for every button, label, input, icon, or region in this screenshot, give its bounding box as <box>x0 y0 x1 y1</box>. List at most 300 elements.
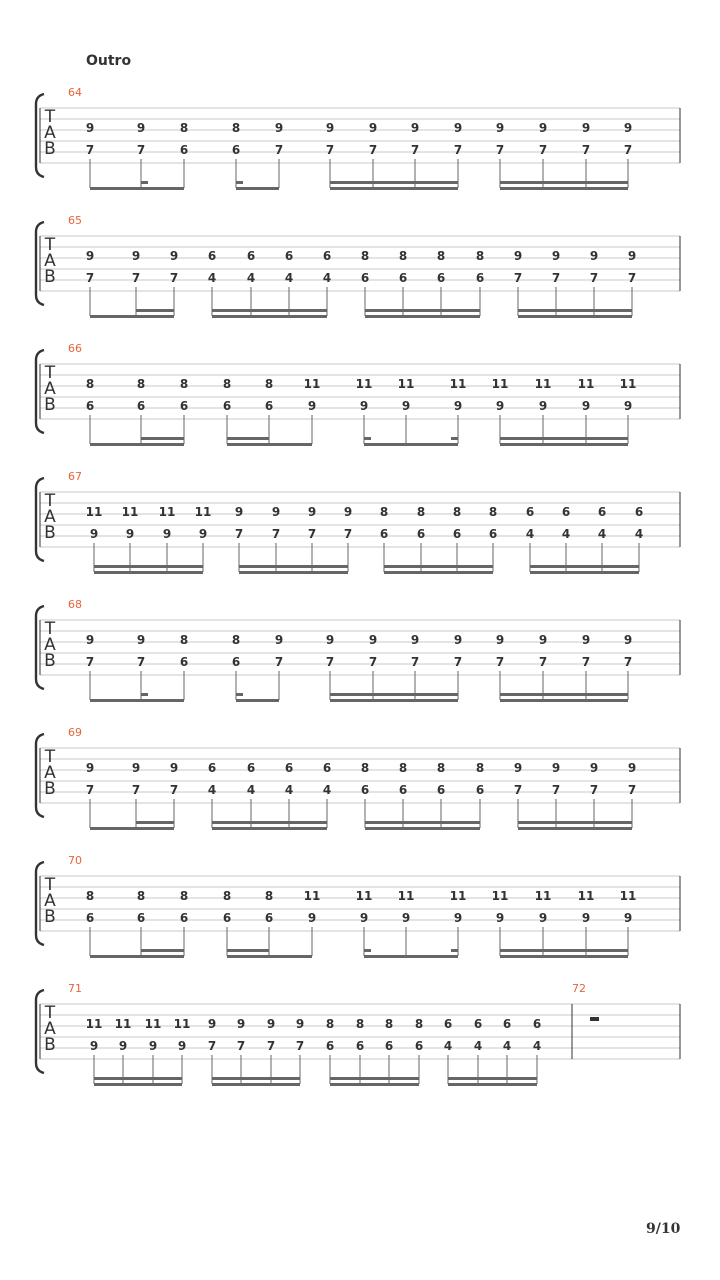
beam <box>136 827 174 830</box>
fret-number-lower: 7 <box>307 527 317 541</box>
fret-number-lower: 4 <box>443 1039 453 1053</box>
beam <box>94 1083 182 1086</box>
fret-number-upper: 9 <box>325 121 335 135</box>
bar-number: 66 <box>68 342 82 355</box>
beam <box>212 1083 300 1086</box>
fret-number-upper: 9 <box>627 761 637 775</box>
beam-secondary <box>141 181 148 184</box>
fret-number-lower: 9 <box>89 527 99 541</box>
fret-number-upper: 9 <box>85 633 95 647</box>
fret-number-lower: 4 <box>597 527 607 541</box>
fret-number-lower: 6 <box>488 527 498 541</box>
beam-secondary <box>330 181 458 184</box>
fret-number-upper: 11 <box>303 377 321 391</box>
fret-number-lower: 7 <box>85 143 95 157</box>
fret-number-upper: 8 <box>384 1017 394 1031</box>
fret-number-lower: 9 <box>162 527 172 541</box>
fret-number-lower: 6 <box>136 399 146 413</box>
bar-number: 72 <box>572 982 586 995</box>
fret-number-lower: 6 <box>360 271 370 285</box>
fret-number-upper: 8 <box>85 889 95 903</box>
beam-secondary <box>136 821 174 824</box>
fret-number-lower: 9 <box>623 399 633 413</box>
fret-number-upper: 8 <box>231 121 241 135</box>
fret-number-upper: 8 <box>436 761 446 775</box>
beam <box>141 443 184 446</box>
tab-clef-letter: T <box>44 107 56 127</box>
beam <box>227 443 269 446</box>
whole-rest <box>590 1017 599 1021</box>
tab-clef-letter: T <box>44 491 56 511</box>
fret-number-upper: 11 <box>397 889 415 903</box>
fret-number-upper: 9 <box>623 121 633 135</box>
tab-clef-letter: A <box>44 635 56 655</box>
fret-number-lower: 9 <box>453 911 463 925</box>
tab-clef-letter: T <box>44 747 56 767</box>
fret-number-lower: 9 <box>148 1039 158 1053</box>
fret-number-upper: 6 <box>561 505 571 519</box>
beam-secondary <box>227 437 269 440</box>
fret-number-upper: 9 <box>538 121 548 135</box>
fret-number-upper: 8 <box>325 1017 335 1031</box>
beam <box>90 187 184 190</box>
fret-number-lower: 9 <box>538 911 548 925</box>
beam-secondary <box>448 1077 537 1080</box>
beam <box>500 443 628 446</box>
fret-number-lower: 7 <box>581 143 591 157</box>
fret-number-lower: 6 <box>475 271 485 285</box>
fret-number-lower: 7 <box>325 143 335 157</box>
fret-number-upper: 6 <box>322 761 332 775</box>
beam <box>364 955 458 958</box>
fret-number-lower: 7 <box>169 271 179 285</box>
fret-number-upper: 9 <box>307 505 317 519</box>
beam-secondary <box>236 693 243 696</box>
fret-number-upper: 9 <box>453 633 463 647</box>
fret-number-lower: 6 <box>436 783 446 797</box>
beam-secondary <box>518 309 632 312</box>
fret-number-upper: 9 <box>581 633 591 647</box>
fret-number-lower: 6 <box>85 399 95 413</box>
fret-number-lower: 6 <box>379 527 389 541</box>
fret-number-upper: 11 <box>144 1017 162 1031</box>
fret-number-upper: 11 <box>173 1017 191 1031</box>
fret-number-upper: 11 <box>121 505 139 519</box>
fret-number-upper: 11 <box>577 889 595 903</box>
tab-clef-letter: A <box>44 891 56 911</box>
beam-secondary <box>141 949 184 952</box>
fret-number-lower: 7 <box>274 655 284 669</box>
beam <box>94 571 203 574</box>
bar-number: 64 <box>68 86 82 99</box>
fret-number-lower: 4 <box>322 271 332 285</box>
tab-clef-letter: T <box>44 1003 56 1023</box>
fret-number-lower: 7 <box>343 527 353 541</box>
fret-number-upper: 9 <box>85 121 95 135</box>
fret-number-lower: 9 <box>401 911 411 925</box>
beam-secondary <box>94 1077 182 1080</box>
fret-number-lower: 9 <box>307 911 317 925</box>
tab-clef-letter: B <box>44 651 56 671</box>
tab-clef-letter: T <box>44 235 56 255</box>
fret-number-lower: 7 <box>169 783 179 797</box>
fret-number-lower: 7 <box>85 271 95 285</box>
fret-number-lower: 4 <box>207 783 217 797</box>
beam <box>500 699 628 702</box>
beam <box>136 315 174 318</box>
beam <box>500 187 628 190</box>
beam <box>90 699 184 702</box>
beam-secondary <box>136 309 174 312</box>
fret-number-upper: 8 <box>264 377 274 391</box>
fret-number-upper: 8 <box>222 377 232 391</box>
beam-secondary <box>365 821 480 824</box>
tab-clef-letter: A <box>44 1019 56 1039</box>
fret-number-lower: 7 <box>495 655 505 669</box>
fret-number-upper: 8 <box>360 761 370 775</box>
fret-number-upper: 6 <box>207 761 217 775</box>
fret-number-upper: 9 <box>368 121 378 135</box>
fret-number-upper: 6 <box>473 1017 483 1031</box>
fret-number-upper: 11 <box>194 505 212 519</box>
fret-number-lower: 7 <box>623 655 633 669</box>
beam-secondary <box>500 437 628 440</box>
bar-number: 70 <box>68 854 82 867</box>
fret-number-lower: 7 <box>589 783 599 797</box>
fret-number-upper: 9 <box>589 761 599 775</box>
beam-secondary <box>212 821 327 824</box>
fret-number-upper: 11 <box>619 889 637 903</box>
fret-number-lower: 4 <box>525 527 535 541</box>
fret-number-upper: 8 <box>179 121 189 135</box>
fret-number-lower: 7 <box>538 143 548 157</box>
fret-number-upper: 8 <box>452 505 462 519</box>
tab-system <box>36 86 680 190</box>
beam <box>365 827 480 830</box>
fret-number-upper: 11 <box>114 1017 132 1031</box>
fret-number-upper: 8 <box>398 249 408 263</box>
fret-number-upper: 8 <box>475 761 485 775</box>
beam <box>518 315 632 318</box>
fret-number-upper: 9 <box>131 249 141 263</box>
tab-clef-letter: B <box>44 523 56 543</box>
tab-clef-letter: A <box>44 123 56 143</box>
fret-number-upper: 9 <box>343 505 353 519</box>
fret-number-lower: 6 <box>398 783 408 797</box>
beam <box>239 571 348 574</box>
beam-secondary <box>212 309 327 312</box>
beam-secondary <box>500 949 628 952</box>
beam-secondary <box>518 821 632 824</box>
fret-number-upper: 11 <box>534 377 552 391</box>
fret-number-lower: 7 <box>131 783 141 797</box>
tab-clef-letter: B <box>44 267 56 287</box>
fret-number-lower: 9 <box>581 911 591 925</box>
fret-number-upper: 9 <box>513 249 523 263</box>
fret-number-upper: 9 <box>271 505 281 519</box>
fret-number-upper: 6 <box>284 761 294 775</box>
fret-number-lower: 6 <box>222 911 232 925</box>
fret-number-upper: 8 <box>264 889 274 903</box>
fret-number-upper: 11 <box>491 889 509 903</box>
beam <box>236 187 279 190</box>
fret-number-upper: 6 <box>597 505 607 519</box>
fret-number-lower: 9 <box>307 399 317 413</box>
tab-clef-letter: B <box>44 395 56 415</box>
fret-number-upper: 9 <box>410 633 420 647</box>
fret-number-upper: 6 <box>246 761 256 775</box>
fret-number-upper: 11 <box>303 889 321 903</box>
beam <box>330 1083 419 1086</box>
fret-number-lower: 6 <box>264 911 274 925</box>
fret-number-lower: 7 <box>589 271 599 285</box>
fret-number-upper: 6 <box>246 249 256 263</box>
fret-number-upper: 9 <box>589 249 599 263</box>
fret-number-lower: 4 <box>246 783 256 797</box>
fret-number-upper: 8 <box>379 505 389 519</box>
fret-number-upper: 9 <box>274 633 284 647</box>
fret-number-lower: 9 <box>118 1039 128 1053</box>
tab-clef-letter: B <box>44 1035 56 1055</box>
fret-number-upper: 9 <box>623 633 633 647</box>
fret-number-lower: 4 <box>207 271 217 285</box>
fret-number-lower: 6 <box>264 399 274 413</box>
tab-clef-letter: B <box>44 779 56 799</box>
fret-number-lower: 4 <box>322 783 332 797</box>
fret-number-lower: 7 <box>136 655 146 669</box>
fret-number-upper: 11 <box>491 377 509 391</box>
fret-number-upper: 6 <box>634 505 644 519</box>
fret-number-upper: 9 <box>85 761 95 775</box>
beam <box>384 571 493 574</box>
fret-number-upper: 11 <box>85 1017 103 1031</box>
tab-system <box>36 726 680 830</box>
tab-clef-letter: B <box>44 907 56 927</box>
beam-secondary <box>451 949 458 952</box>
fret-number-upper: 6 <box>284 249 294 263</box>
fret-number-upper: 9 <box>136 121 146 135</box>
tab-system <box>36 854 680 958</box>
beam <box>330 699 458 702</box>
fret-number-upper: 9 <box>368 633 378 647</box>
beam <box>448 1083 537 1086</box>
fret-number-lower: 4 <box>284 271 294 285</box>
fret-number-upper: 8 <box>85 377 95 391</box>
beam-secondary <box>330 1077 419 1080</box>
fret-number-upper: 8 <box>475 249 485 263</box>
fret-number-lower: 6 <box>222 399 232 413</box>
fret-number-lower: 7 <box>551 271 561 285</box>
fret-number-lower: 4 <box>502 1039 512 1053</box>
tab-clef-letter: T <box>44 363 56 383</box>
fret-number-upper: 11 <box>577 377 595 391</box>
fret-number-lower: 6 <box>416 527 426 541</box>
fret-number-lower: 7 <box>266 1039 276 1053</box>
tab-clef-letter: A <box>44 251 56 271</box>
fret-number-lower: 7 <box>538 655 548 669</box>
tab-system <box>36 598 680 702</box>
fret-number-lower: 6 <box>231 143 241 157</box>
fret-number-lower: 7 <box>623 143 633 157</box>
beam-secondary <box>212 1077 300 1080</box>
fret-number-upper: 9 <box>325 633 335 647</box>
beam-secondary <box>94 565 203 568</box>
fret-number-upper: 9 <box>207 1017 217 1031</box>
fret-number-lower: 4 <box>561 527 571 541</box>
fret-number-upper: 11 <box>397 377 415 391</box>
fret-number-upper: 9 <box>131 761 141 775</box>
fret-number-lower: 9 <box>198 527 208 541</box>
fret-number-lower: 6 <box>179 655 189 669</box>
fret-number-lower: 6 <box>325 1039 335 1053</box>
fret-number-lower: 7 <box>627 783 637 797</box>
fret-number-lower: 7 <box>131 271 141 285</box>
fret-number-lower: 7 <box>136 143 146 157</box>
fret-number-upper: 6 <box>443 1017 453 1031</box>
fret-number-lower: 9 <box>495 399 505 413</box>
fret-number-lower: 7 <box>274 143 284 157</box>
fret-number-upper: 9 <box>453 121 463 135</box>
fret-number-upper: 6 <box>207 249 217 263</box>
beam-secondary <box>141 437 184 440</box>
fret-number-lower: 6 <box>475 783 485 797</box>
tab-clef-letter: A <box>44 379 56 399</box>
fret-number-upper: 8 <box>136 377 146 391</box>
fret-number-upper: 6 <box>322 249 332 263</box>
beam-secondary <box>227 949 269 952</box>
bar-number: 69 <box>68 726 82 739</box>
fret-number-lower: 6 <box>398 271 408 285</box>
fret-number-lower: 7 <box>271 527 281 541</box>
fret-number-lower: 4 <box>473 1039 483 1053</box>
beam-secondary <box>141 693 148 696</box>
fret-number-lower: 4 <box>634 527 644 541</box>
fret-number-upper: 9 <box>581 121 591 135</box>
beam <box>141 955 184 958</box>
fret-number-upper: 8 <box>179 377 189 391</box>
fret-number-upper: 9 <box>538 633 548 647</box>
fret-number-lower: 4 <box>532 1039 542 1053</box>
beam-secondary <box>500 181 628 184</box>
fret-number-lower: 6 <box>452 527 462 541</box>
fret-number-lower: 7 <box>368 655 378 669</box>
fret-number-lower: 7 <box>410 655 420 669</box>
page-number: 9/10 <box>646 1221 681 1237</box>
fret-number-upper: 11 <box>534 889 552 903</box>
fret-number-upper: 8 <box>398 761 408 775</box>
fret-number-upper: 8 <box>355 1017 365 1031</box>
tab-clef-letter: A <box>44 763 56 783</box>
fret-number-upper: 9 <box>169 761 179 775</box>
fret-number-lower: 6 <box>384 1039 394 1053</box>
fret-number-upper: 6 <box>525 505 535 519</box>
fret-number-upper: 8 <box>360 249 370 263</box>
fret-number-lower: 7 <box>410 143 420 157</box>
section-title: Outro <box>86 53 132 69</box>
tab-clef-letter: B <box>44 139 56 159</box>
beam-secondary <box>236 181 243 184</box>
fret-number-upper: 11 <box>355 889 373 903</box>
fret-number-lower: 7 <box>295 1039 305 1053</box>
tab-clef-letter: T <box>44 619 56 639</box>
fret-number-upper: 8 <box>436 249 446 263</box>
fret-number-upper: 9 <box>627 249 637 263</box>
fret-number-upper: 9 <box>551 249 561 263</box>
fret-number-lower: 9 <box>125 527 135 541</box>
fret-number-upper: 9 <box>295 1017 305 1031</box>
fret-number-lower: 6 <box>85 911 95 925</box>
fret-number-upper: 9 <box>274 121 284 135</box>
beam <box>530 571 639 574</box>
fret-number-lower: 7 <box>368 143 378 157</box>
fret-number-lower: 7 <box>627 271 637 285</box>
fret-number-upper: 8 <box>136 889 146 903</box>
fret-number-lower: 9 <box>538 399 548 413</box>
beam-secondary <box>239 565 348 568</box>
fret-number-upper: 9 <box>236 1017 246 1031</box>
fret-number-upper: 11 <box>158 505 176 519</box>
fret-number-lower: 9 <box>89 1039 99 1053</box>
fret-number-lower: 9 <box>177 1039 187 1053</box>
fret-number-lower: 6 <box>136 911 146 925</box>
fret-number-upper: 8 <box>179 889 189 903</box>
fret-number-lower: 7 <box>453 143 463 157</box>
fret-number-lower: 6 <box>179 911 189 925</box>
fret-number-lower: 9 <box>453 399 463 413</box>
fret-number-lower: 9 <box>359 911 369 925</box>
fret-number-lower: 6 <box>179 399 189 413</box>
fret-number-upper: 11 <box>449 377 467 391</box>
fret-number-lower: 7 <box>513 783 523 797</box>
fret-number-upper: 11 <box>355 377 373 391</box>
fret-number-upper: 8 <box>231 633 241 647</box>
fret-number-upper: 9 <box>513 761 523 775</box>
beam <box>236 699 279 702</box>
fret-number-lower: 9 <box>359 399 369 413</box>
beam <box>500 955 628 958</box>
fret-number-upper: 9 <box>495 633 505 647</box>
bar-number: 67 <box>68 470 82 483</box>
fret-number-lower: 7 <box>85 655 95 669</box>
fret-number-upper: 9 <box>410 121 420 135</box>
fret-number-upper: 9 <box>234 505 244 519</box>
beam-secondary <box>530 565 639 568</box>
beam-secondary <box>330 693 458 696</box>
fret-number-upper: 9 <box>85 249 95 263</box>
fret-number-lower: 7 <box>551 783 561 797</box>
fret-number-lower: 4 <box>246 271 256 285</box>
tab-system <box>36 982 680 1086</box>
fret-number-upper: 8 <box>179 633 189 647</box>
fret-number-lower: 7 <box>453 655 463 669</box>
beam-secondary <box>364 949 371 952</box>
beam-secondary <box>451 437 458 440</box>
tab-system <box>36 214 680 318</box>
fret-number-lower: 6 <box>414 1039 424 1053</box>
beam-secondary <box>500 693 628 696</box>
beam <box>330 187 458 190</box>
tab-system <box>36 470 680 574</box>
tab-system <box>36 342 680 446</box>
beam-secondary <box>365 309 480 312</box>
fret-number-upper: 8 <box>414 1017 424 1031</box>
beam-secondary <box>364 437 371 440</box>
fret-number-lower: 6 <box>231 655 241 669</box>
fret-number-upper: 8 <box>488 505 498 519</box>
fret-number-lower: 6 <box>179 143 189 157</box>
fret-number-lower: 7 <box>234 527 244 541</box>
tab-clef-letter: T <box>44 875 56 895</box>
